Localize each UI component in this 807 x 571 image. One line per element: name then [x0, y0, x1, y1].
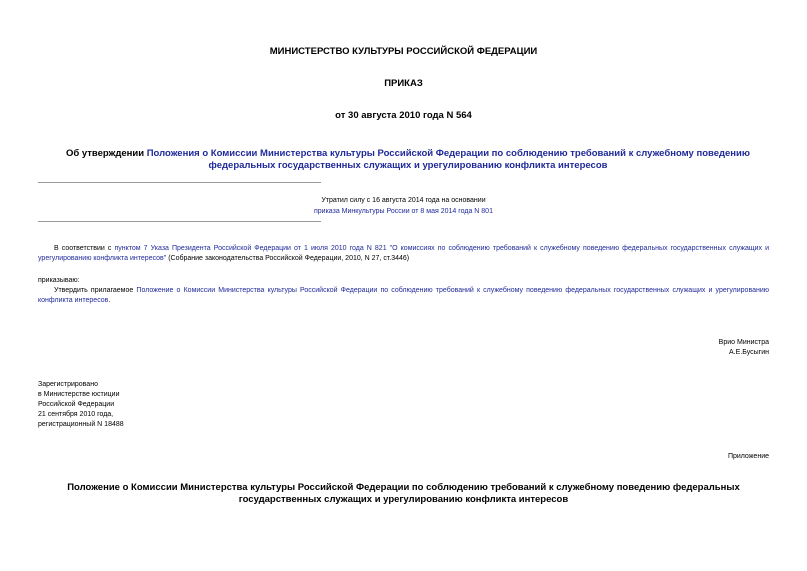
- order-word: приказываю:: [38, 277, 80, 284]
- document-type-heading: ПРИКАЗ: [384, 78, 423, 89]
- registration-line-2: в Министерстве юстиции: [38, 391, 120, 398]
- signature-block: [719, 338, 769, 358]
- status-note-text: Утратил силу с 16 августа 2014 года на основании: [321, 197, 486, 204]
- status-note-link[interactable]: приказа Минкультуры России от 8 мая 2014 года N 801: [314, 208, 493, 215]
- registration-block: [38, 380, 124, 430]
- regulation-link[interactable]: Положение о Комиссии Министерства культуры Российской Федерации по соблюдению требований к служебному поведению федеральных государственных служащих и урегулированию конфликта интересов: [38, 287, 770, 304]
- separator-bottom: [38, 221, 321, 222]
- signature-name: А.Е.Бусыгин: [729, 349, 769, 356]
- paragraph-basis-suffix: (Собрание законодательства Российской Федерации, 2010, N 27, ст.3446): [166, 255, 410, 262]
- document-title: [50, 148, 766, 172]
- registration-line-4: 21 сентября 2010 года,: [38, 411, 114, 418]
- signature-position: Врио Министра: [718, 339, 769, 346]
- registration-line-3: Российской Федерации: [38, 401, 115, 408]
- appendix-title: Положение о Комиссии Министерства культуры Российской Федерации по соблюдению требований к служебному поведению федеральных государственных служащих и урегулированию конфликта интересов: [67, 482, 740, 505]
- title-link[interactable]: Положения о Комиссии Министерства культуры Российской Федерации по соблюдению требований к служебному поведению федеральных государственных служащих и урегулированию конфликта интересов: [146, 148, 750, 171]
- paragraph-approve-prefix: Утвердить прилагаемое: [54, 287, 137, 294]
- paragraph-basis: [38, 244, 769, 264]
- ministry-heading: МИНИСТЕРСТВО КУЛЬТУРЫ РОССИЙСКОЙ ФЕДЕРАЦИИ: [269, 46, 538, 57]
- decree-link[interactable]: пунктом 7 Указа Президента Российской Федерации от 1 июля 2010 года N 821 "О комиссиях по соблюдению требований к служебному поведению федеральных государственных служащих и урегулированию конфликта интересов": [38, 245, 770, 262]
- separator-top: [38, 182, 321, 183]
- title-prefix: Об утверждении: [65, 148, 147, 159]
- registration-line-5: регистрационный N 18488: [38, 421, 124, 428]
- paragraph-approve-suffix: .: [108, 297, 111, 304]
- paragraph-basis-prefix: В соответствии с: [54, 245, 115, 252]
- appendix-label: Приложение: [727, 453, 769, 460]
- document-date-number: от 30 августа 2010 года N 564: [335, 110, 472, 121]
- status-note: [0, 196, 807, 217]
- paragraph-approve: [38, 286, 769, 306]
- registration-line-1: Зарегистрировано: [38, 381, 98, 388]
